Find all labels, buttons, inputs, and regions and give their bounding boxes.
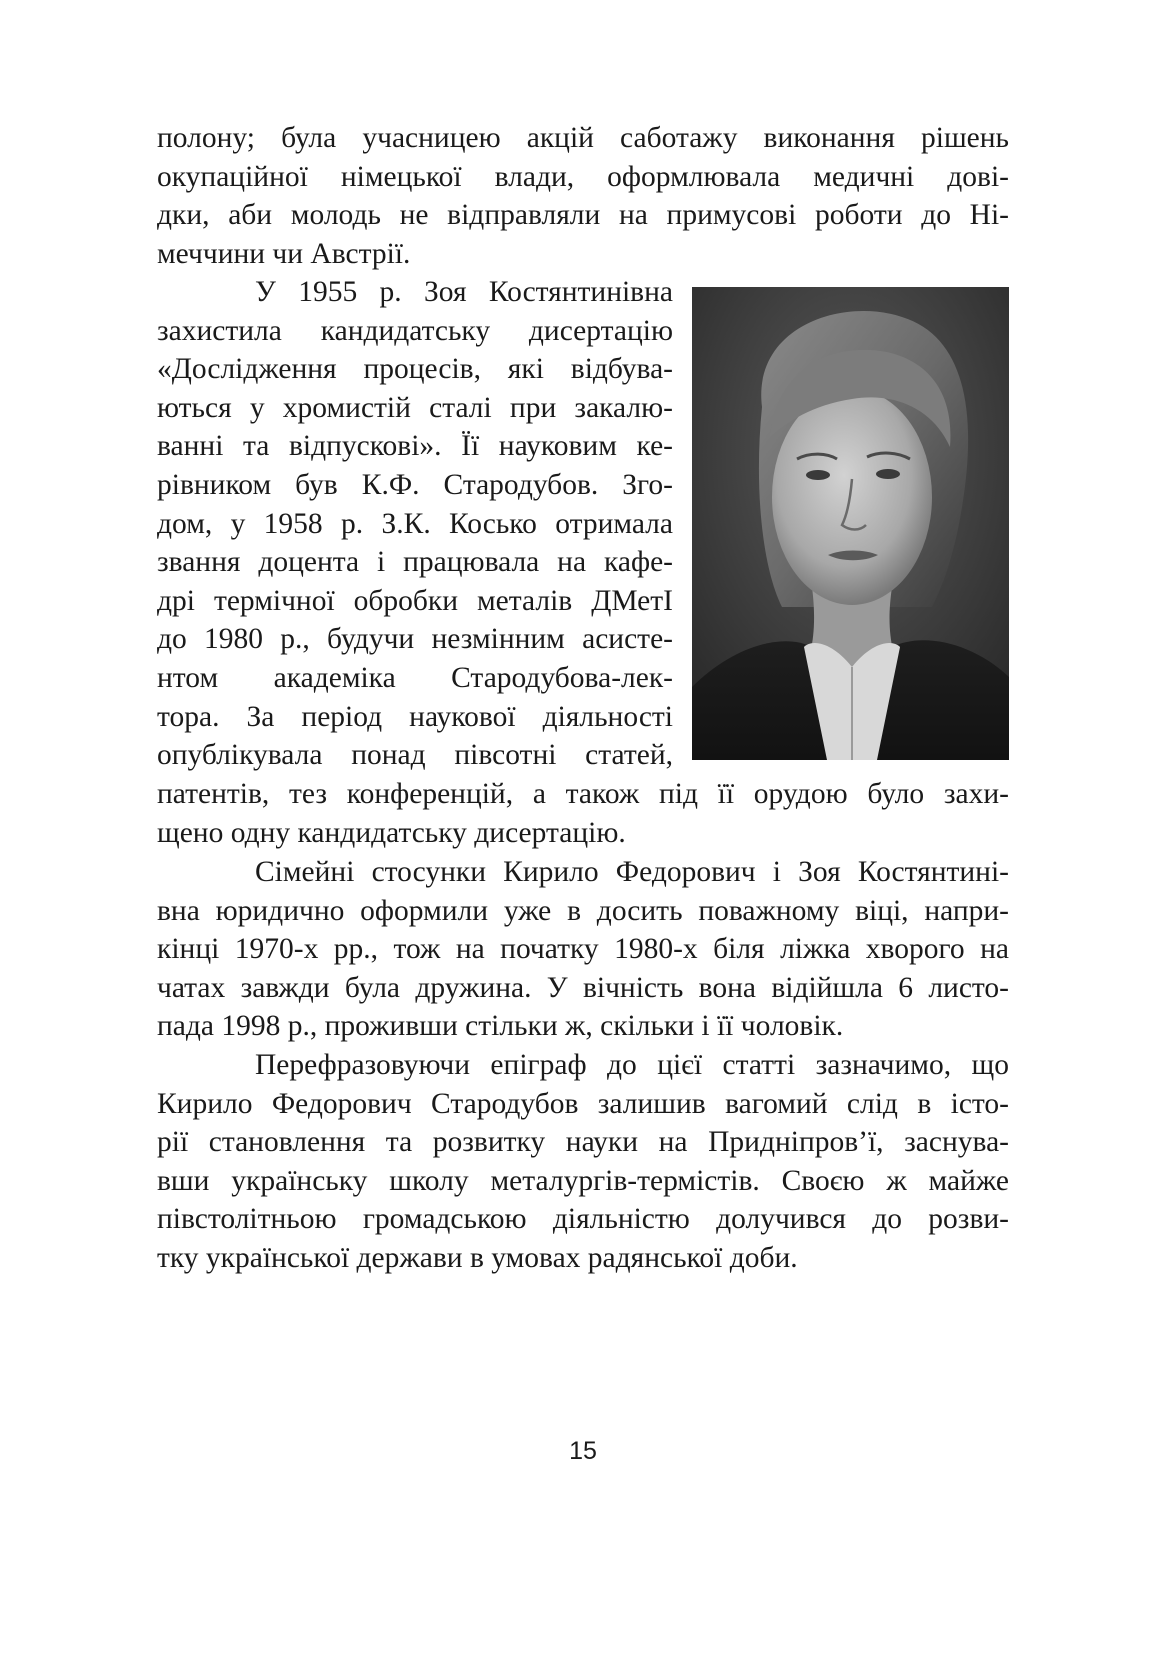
text-line: тку української держави в умовах радянської доби. — [157, 1241, 798, 1274]
text-line: У 1955 р. Зоя Костянтинівна — [255, 276, 673, 308]
text-line: меччини чи Австрії. — [157, 237, 411, 270]
text-line: рії становлення та розвитку науки на Придніпров’ї, заснува- — [157, 1126, 1009, 1159]
paragraph-family — [157, 853, 1009, 1046]
text-line: рівником був К.Ф. Стародубов. Зго- — [157, 468, 673, 501]
text-line: окупаційної німецької влади, оформлювала медичні дові- — [157, 160, 1009, 193]
text-line: Кирило Федорович Стародубов залишив вагомий слід в істо- — [157, 1087, 1009, 1120]
text-line: пада 1998 р., проживши стільки ж, скільки і її чоловік. — [157, 1010, 844, 1043]
text-line: тора. За період наукової діяльності — [157, 700, 673, 733]
portrait-photo — [692, 287, 1009, 760]
text-line: полону; була учасницею акцій саботажу виконання рішень — [157, 122, 1009, 154]
portrait-image — [692, 287, 1009, 760]
paragraph-top — [157, 119, 1009, 273]
text-line: ванні та відпускові». Її науковим ке- — [157, 430, 673, 463]
text-line: кінці 1970-х рр., тож на початку 1980-х біля ліжка хворого на — [157, 933, 1009, 966]
text-line: чатах завжди була дружина. У вічність вона відійшла 6 листо- — [157, 971, 1009, 1004]
text-line: щено одну кандидатську дисертацію. — [157, 816, 626, 849]
paragraph-photo-after — [157, 775, 1009, 852]
text-line: звання доцента і працювала на кафе- — [157, 546, 673, 579]
text-line: дрі термічної обробки металів ДМетІ — [157, 584, 673, 617]
text-line: Перефразовуючи епіграф до цієї статті зазначимо, що — [255, 1049, 1009, 1081]
text-line: ються у хромистій сталі при закалю- — [157, 391, 673, 424]
text-line: дом, у 1958 р. З.К. Косько отримала — [157, 507, 673, 540]
text-line: патентів, тез конференцій, а також під її орудою було захи- — [157, 778, 1009, 810]
text-line: півстолітньою громадською діяльністю долучився до розви- — [157, 1203, 1009, 1236]
text-line: вна юридично оформили уже в досить поважному віці, напри- — [157, 894, 1009, 927]
text-line: опублікувала понад півсотні статей, — [157, 739, 673, 772]
text-line: Сімейні стосунки Кирило Федорович і Зоя Костянтині- — [255, 856, 1009, 888]
paragraph-conclusion — [157, 1046, 1009, 1278]
text-line: дки, аби молодь не відправляли на примусові роботи до Ні- — [157, 199, 1009, 232]
text-line: вши українську школу металургів-термістів. Своєю ж майже — [157, 1164, 1009, 1197]
text-line: нтом академіка Стародубова-лек- — [157, 661, 673, 694]
text-line: до 1980 р., будучи незмінним асисте- — [157, 623, 673, 656]
page-number: 15 — [569, 1437, 597, 1465]
text-line: захистила кандидатську дисертацію — [157, 314, 673, 347]
text-line: «Дослідження процесів, які відбува- — [157, 353, 673, 386]
